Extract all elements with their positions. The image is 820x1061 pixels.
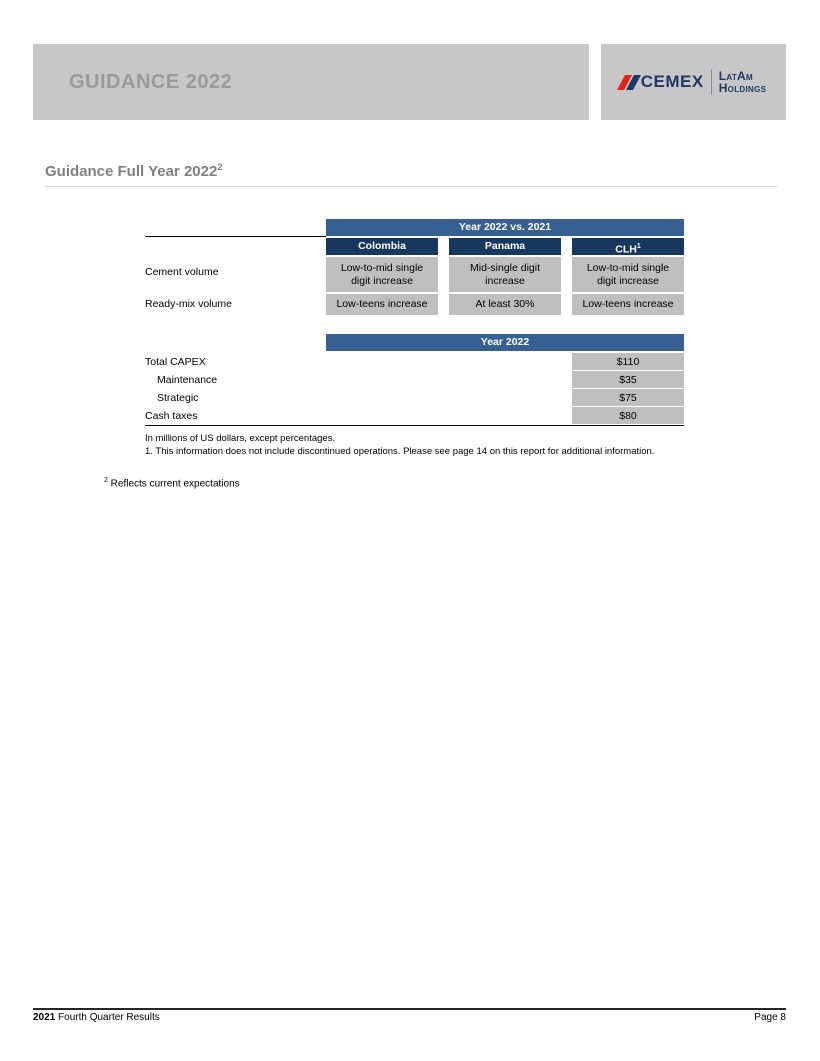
footnote-units: In millions of US dollars, except percentages. [145,433,336,444]
footnote-discontinued-ops: 1. This information does not include discontinued operations. Please see page 14 on this report for additional information. [145,446,655,457]
footer-rule [33,1008,786,1010]
capex-value-cash-taxes: $80 [572,407,684,425]
capex-label-total: Total CAPEX [145,356,206,368]
cell-readymix-panama: At least 30% [449,294,561,315]
footer-page-number: Page 8 [754,1012,786,1023]
holdings-line: Holdings [718,81,767,95]
latam-line: LatAm [718,69,753,83]
column-header-colombia: Colombia [326,238,438,255]
cemex-wordmark: CEMEX [640,72,704,91]
cell-cement-panama: Mid-single digit increase [449,257,561,292]
logo-divider [711,69,712,95]
cell-cement-colombia: Low-to-mid single digit increase [326,257,438,292]
cell-readymix-colombia: Low-teens increase [326,294,438,315]
clh-superscript: 1 [636,243,641,250]
column-header-panama: Panama [449,238,561,255]
row-label-cement-volume: Cement volume [145,266,219,278]
header-banner [33,44,589,120]
reflects-superscript: 2 [104,477,108,484]
section-title-superscript: 2 [217,162,223,172]
reflects-footnote [104,477,240,489]
section-title-text: Guidance Full Year 2022 [45,163,218,180]
cemex-latam-logo [621,69,766,95]
footer-title-rest: Fourth Quarter Results [55,1012,160,1023]
row-label-readymix-volume: Ready-mix volume [145,298,232,310]
table-top-left-rule [145,236,326,237]
capex-value-strategic: $75 [572,389,684,407]
capex-label-cash-taxes: Cash taxes [145,410,198,422]
footer-report-title [33,1012,160,1023]
latam-holdings-wordmark [719,70,767,94]
capex-label-maintenance: Maintenance [157,374,218,386]
cell-cement-clh: Low-to-mid single digit increase [572,257,684,292]
column-header-clh [572,238,684,255]
page-title: GUIDANCE 2022 [69,70,233,93]
section-title [45,162,222,180]
footer-year: 2021 [33,1012,56,1023]
reflects-text: Reflects current expectations [107,478,240,490]
capex-table-title: Year 2022 [326,334,684,351]
table-footnotes [145,432,654,458]
logo-block [601,44,786,120]
table-bottom-rule [145,425,684,426]
section-divider [45,186,777,187]
capex-value-maintenance: $35 [572,371,684,389]
capex-label-strategic: Strategic [157,392,199,404]
cell-readymix-clh: Low-teens increase [572,294,684,315]
clh-label: CLH [615,243,637,256]
capex-value-total: $110 [572,353,684,371]
guidance-table-title: Year 2022 vs. 2021 [326,219,684,236]
